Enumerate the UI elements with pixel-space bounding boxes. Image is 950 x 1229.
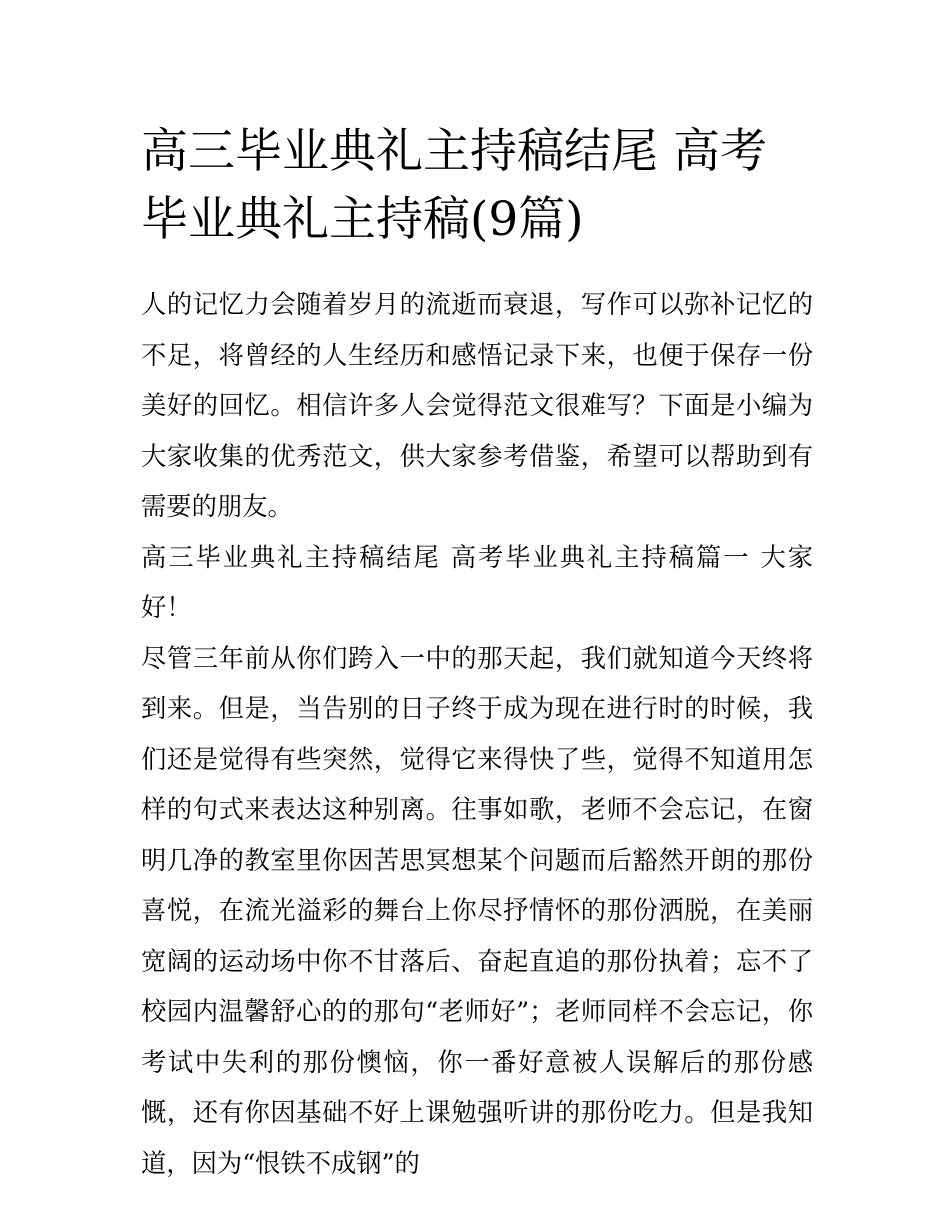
intro-paragraph: 人的记忆力会随着岁月的流逝而衰退，写作可以弥补记忆的不足，将曾经的人生经历和感悟记录下来，也便于保存一份美好的回忆。相信许多人会觉得范文很难写？下面是小编为大家收集的优秀范文，供大家参考借鉴，希望可以帮助到有需要的朋友。 bbox=[141, 290, 813, 521]
document-title: 高三毕业典礼主持稿结尾 高考毕业典礼主持稿(9篇) bbox=[141, 124, 767, 247]
section-heading-paragraph: 高三毕业典礼主持稿结尾 高考毕业典礼主持稿篇一 大家好！ bbox=[141, 542, 813, 622]
speech-paragraph: 尽管三年前从你们跨入一中的那天起，我们就知道今天终将到来。但是，当告别的日子终于成为现在进行时的时候，我们还是觉得有些突然，觉得它来得快了些，觉得不知道用怎样的句式来表达这种别离。往事如歌，老师不会忘记，在窗明几净的教室里你因苦思冥想某个问题而后豁然开朗的那份喜悦，在流光溢彩的舞台上你尽抒情怀的那份洒脱，在美丽宽阔的运动场中你不甘落后、奋起直追的那份执着；忘不了校园内温馨舒心的的那句“老师好”；老师同样不会忘记，你考试中失利的那份懊恼，你一番好意被人误解后的那份感慨，还有你因基础不好上课勉强听讲的那份吃力。但是我知道，因为“恨铁不成钢”的 bbox=[141, 643, 813, 1178]
document-body bbox=[141, 280, 813, 1189]
